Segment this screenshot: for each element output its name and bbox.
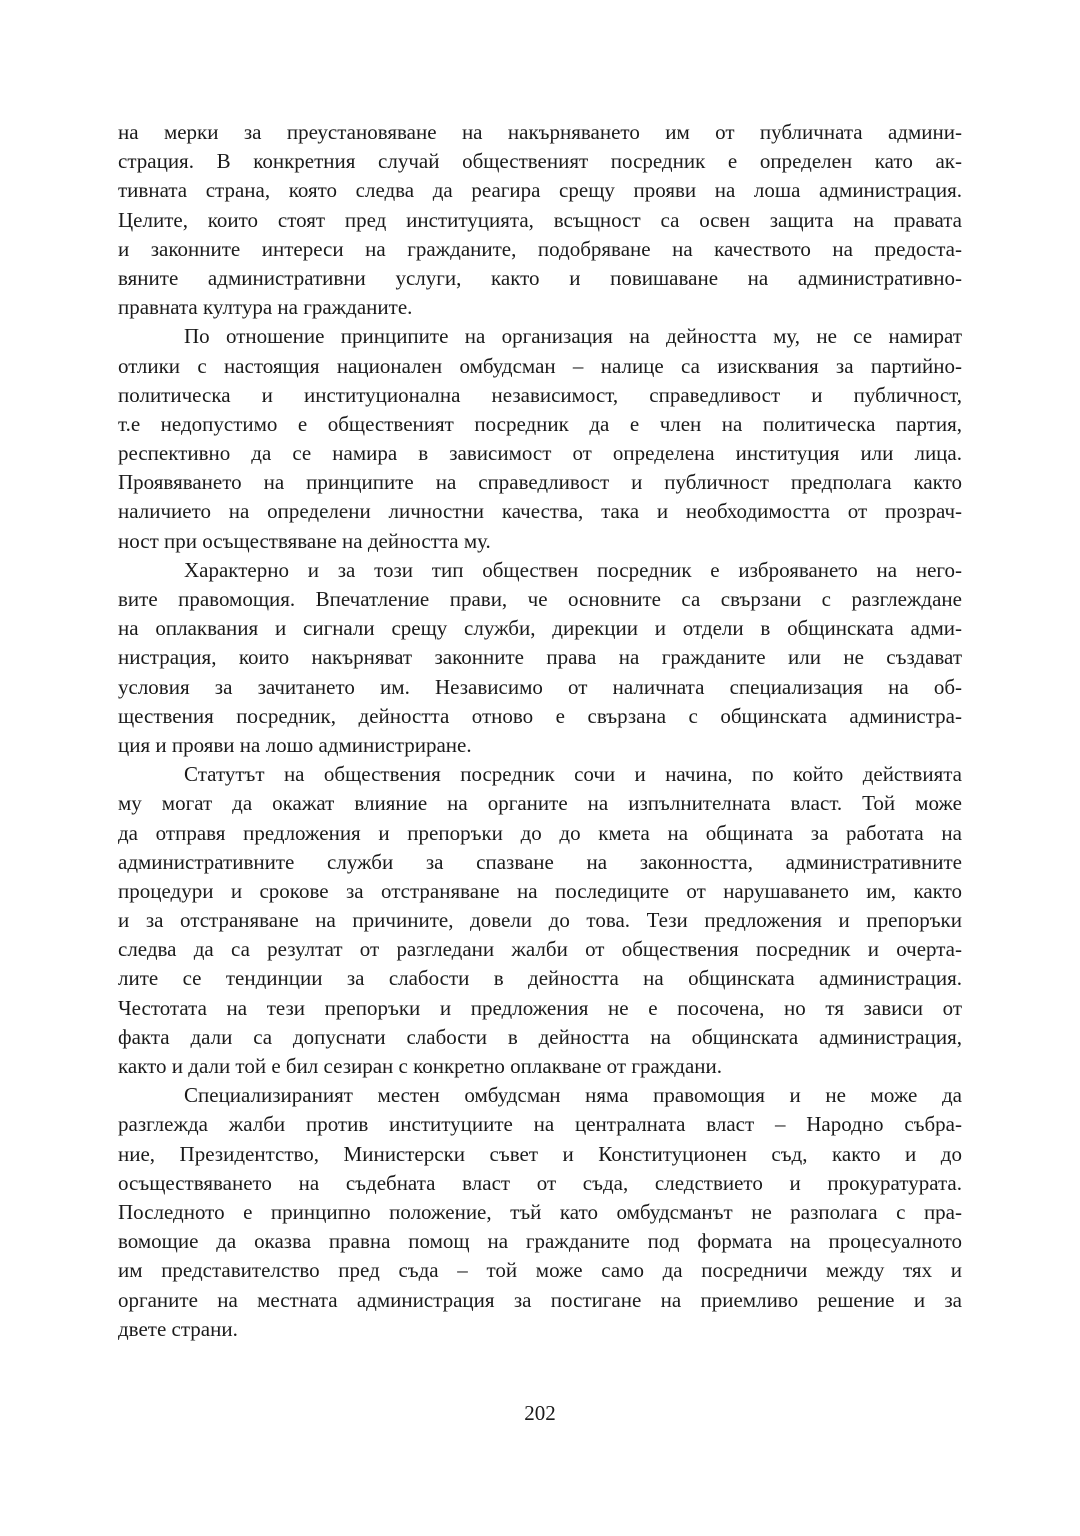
paragraph [118, 1081, 962, 1344]
text-line: факта дали са допуснати слабости в дейността на общинската администрация, [118, 1024, 962, 1049]
text-line: т.е недопустимо е общественият посредник да е член на политическа партия, [118, 411, 962, 436]
text-line: ществения посредник, дейността отново е свързана с общинската администра- [118, 703, 962, 728]
text-line: По отношение принципите на организация на дейността му, не се намират [184, 324, 962, 349]
text-line: ние, Президентство, Министерски съвет и Конституционен съд, както и до [118, 1141, 962, 1166]
text-line: Целите, които стоят пред институцията, всъщност са освен защита на правата [118, 207, 962, 232]
text-line: Специализираният местен омбудсман няма правомощия и не може да [184, 1083, 962, 1108]
document-page [118, 118, 962, 1488]
text-line: политическа и институционална независимост, справедливост и публичност, [118, 382, 962, 407]
text-line: им представителство пред съда – той може само да посредничи между тях и [118, 1258, 962, 1283]
page-number: 202 [524, 1401, 556, 1425]
text-line: на мерки за преустановяване на накърняването им от публичната админи- [118, 120, 962, 144]
text-line: административните служби за спазване на законността, административните [118, 849, 962, 874]
paragraph [118, 760, 962, 1081]
text-line: осъществяването на съдебната власт от съда, следствието и прокуратурата. [118, 1170, 962, 1195]
text-line: процедури и срокове за отстраняване на последиците от нарушаването им, както [118, 878, 962, 903]
text-line: тивната страна, която следва да реагира срещу прояви на лоша администрация. [118, 178, 962, 203]
text-line: Статутът на обществения посредник сочи и начина, по който действията [184, 762, 962, 787]
text-line: отлики с настоящия национален омбудсман – налице са изисквания за партийно- [118, 353, 962, 378]
text-line: правната култура на гражданите. [118, 295, 413, 320]
text-line: вомощие да оказва правна помощ на гражданите под формата на процесуалното [118, 1229, 962, 1254]
body-text [118, 118, 962, 1344]
text-line: Проявяването на принципите на справедливост и публичност предполага както [118, 470, 962, 495]
text-line: ция и прояви на лошо администриране. [118, 732, 472, 757]
text-line: ност при осъществяване на дейността му. [118, 528, 491, 553]
text-line: както и дали той е бил сезиран с конкретно оплакване от граждани. [118, 1054, 723, 1078]
text-line: следва да са резултат от разгледани жалби от обществения посредник и очерта- [118, 937, 962, 962]
text-line: разглежда жалби против институциите на централната власт – Народно събра- [118, 1112, 962, 1137]
text-line: условия за зачитането им. Независимо от наличната специализация на об- [118, 674, 962, 699]
text-line: нистрация, които накърняват законните права на гражданите или не създават [118, 645, 962, 670]
text-line: вяните административни услуги, както и повишаване на административно- [118, 265, 962, 290]
paragraph [118, 118, 962, 322]
text-line: наличието на определени личностни качества, така и необходимостта от прозрач- [118, 499, 962, 524]
text-line: Характерно и за този тип обществен посредник е изброяването на него- [184, 557, 962, 582]
text-line: на оплаквания и сигнали срещу служби, дирекции и отдели в общинската адми- [118, 616, 962, 641]
text-line: вите правомощия. Впечатление прави, че основните са свързани с разглеждане [118, 587, 962, 611]
text-line: Последното е принципно положение, тъй като омбудсманът не разполага с пра- [118, 1199, 962, 1224]
text-line: да отправя предложения и препоръки до до кмета на общината за работата на [118, 820, 962, 845]
text-line: органите на местната администрация за постигане на приемливо решение и за [118, 1287, 962, 1312]
text-line: лите се тендинции за слабости в дейността на общинската администрация. [118, 966, 962, 991]
text-line: страция. В конкретния случай общественият посредник е определен като ак- [118, 149, 962, 174]
paragraph [118, 322, 962, 556]
text-line: Честотата на тези препоръки и предложения не е посочена, но тя зависи от [118, 995, 962, 1020]
text-line: двете страни. [118, 1316, 238, 1341]
text-line: и за отстраняване на причините, довели до това. Тези предложения и препоръки [118, 908, 962, 933]
paragraph [118, 556, 962, 760]
text-line: респективно да се намира в зависимост от определена институция или лица. [118, 441, 962, 466]
text-line: и законните интереси на гражданите, подобряване на качеството на предоста- [118, 236, 962, 261]
text-line: му могат да окажат влияние на органите на изпълнителната власт. Той може [118, 791, 962, 816]
